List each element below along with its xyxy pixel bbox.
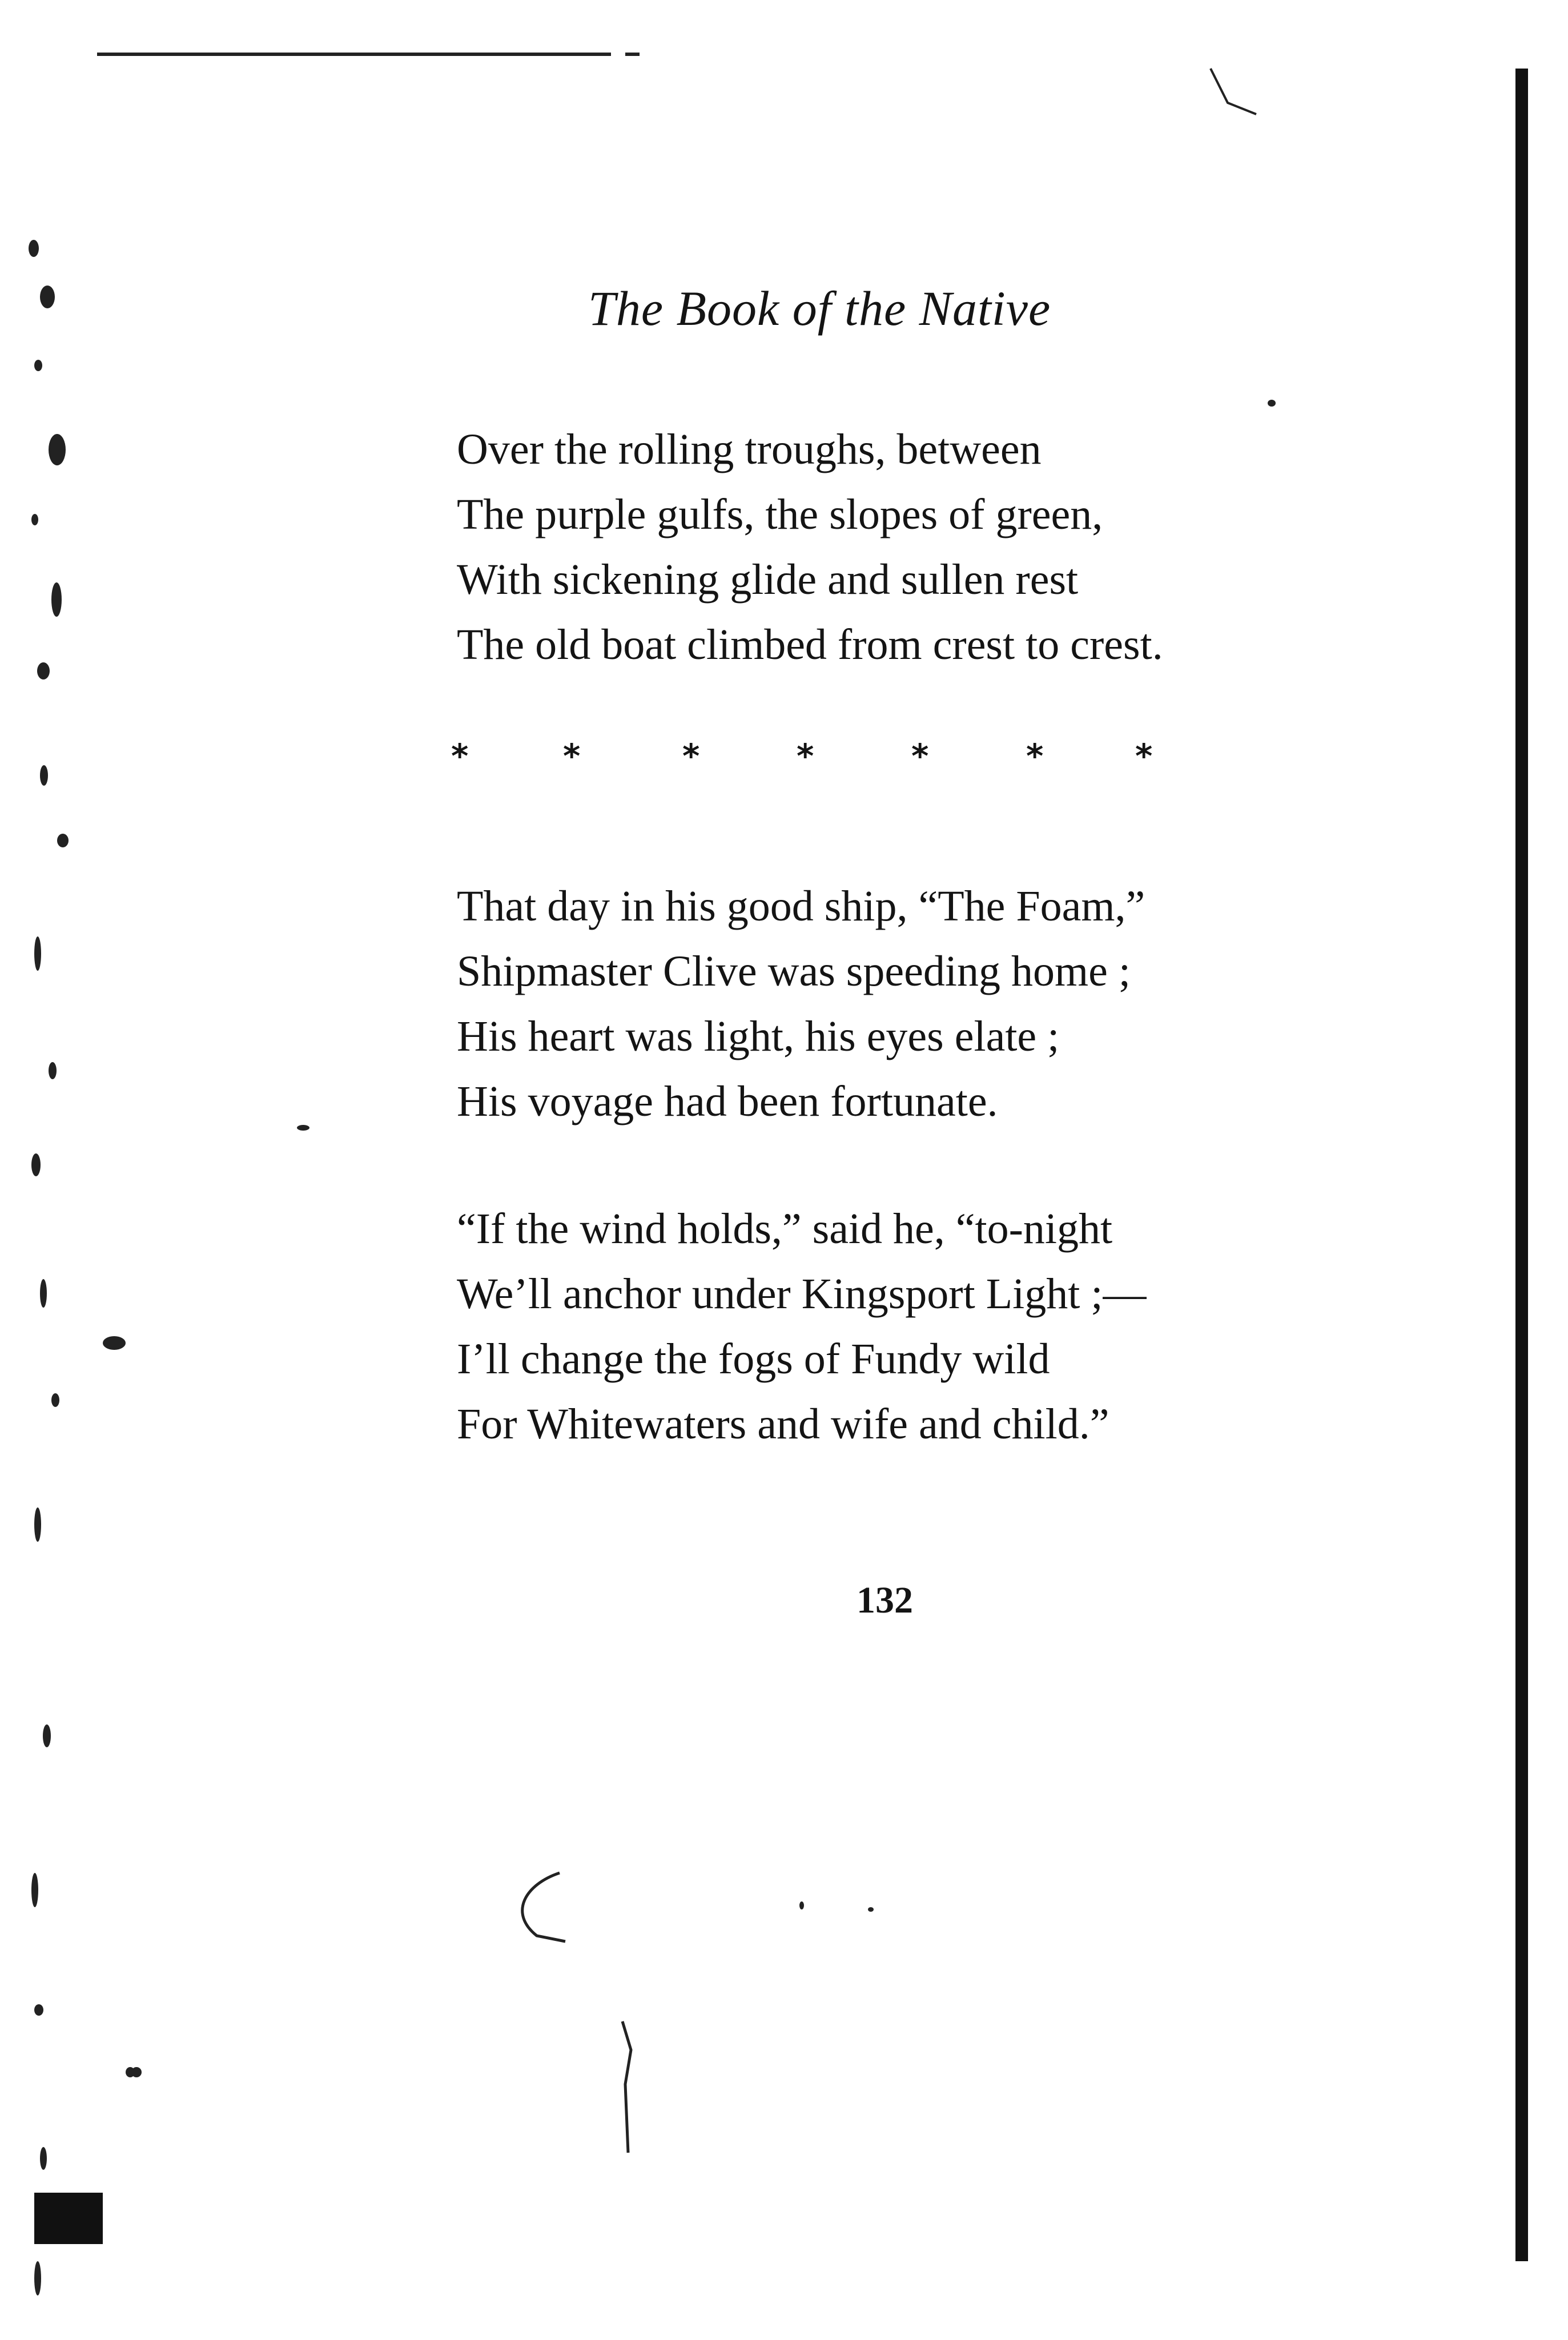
verse-line: Over the rolling troughs, between	[457, 425, 1042, 473]
asterisk: *	[797, 737, 814, 775]
verse-line: We’ll anchor under Kingsport Light ;—	[457, 1270, 1147, 1318]
running-head: The Book of the Native	[588, 281, 1051, 336]
gutter-speckle	[17, 217, 80, 2244]
verse-line: For Whitewaters and wife and child.”	[457, 1400, 1109, 1448]
stray-pen-mark	[600, 2016, 645, 2164]
verse-line: That day in his good ship, “The Foam,”	[457, 882, 1145, 930]
verse-line: His voyage had been fortunate.	[457, 1077, 998, 1125]
asterisk: *	[451, 737, 469, 775]
stanza	[457, 874, 1145, 1134]
top-rule-dash	[625, 53, 640, 56]
verse-line: His heart was light, his eyes elate ;	[457, 1012, 1060, 1060]
asterisk: *	[911, 737, 929, 775]
stanza	[457, 417, 1163, 677]
stray-pen-mark	[1205, 63, 1262, 120]
asterisk: *	[1026, 737, 1044, 775]
margin-speck	[799, 1901, 804, 1909]
page-edge-shadow	[1515, 69, 1528, 2261]
section-break	[451, 737, 1171, 782]
margin-speck	[868, 1907, 874, 1912]
verse-line: Shipmaster Clive was speeding home ;	[457, 947, 1131, 995]
top-rule-dash	[588, 53, 611, 56]
asterisk: *	[682, 737, 700, 775]
verse-line: The old boat climbed from crest to crest.	[457, 621, 1163, 669]
verse-line: The purple gulfs, the slopes of green,	[457, 490, 1103, 538]
verse-line: I’ll change the fogs of Fundy wild	[457, 1335, 1050, 1383]
page-number: 132	[857, 1579, 913, 1621]
asterisk: *	[1135, 737, 1153, 775]
asterisk: *	[563, 737, 581, 775]
verse-line: With sickening glide and sullen rest	[457, 556, 1079, 604]
stray-pen-mark	[502, 1867, 594, 1959]
stanza	[457, 1196, 1147, 1457]
margin-speck	[297, 1125, 309, 1131]
verse-line: “If the wind holds,” said he, “to-night	[457, 1205, 1113, 1253]
top-rule	[97, 53, 611, 56]
margin-speck	[131, 2067, 142, 2077]
margin-speck	[1268, 400, 1276, 407]
